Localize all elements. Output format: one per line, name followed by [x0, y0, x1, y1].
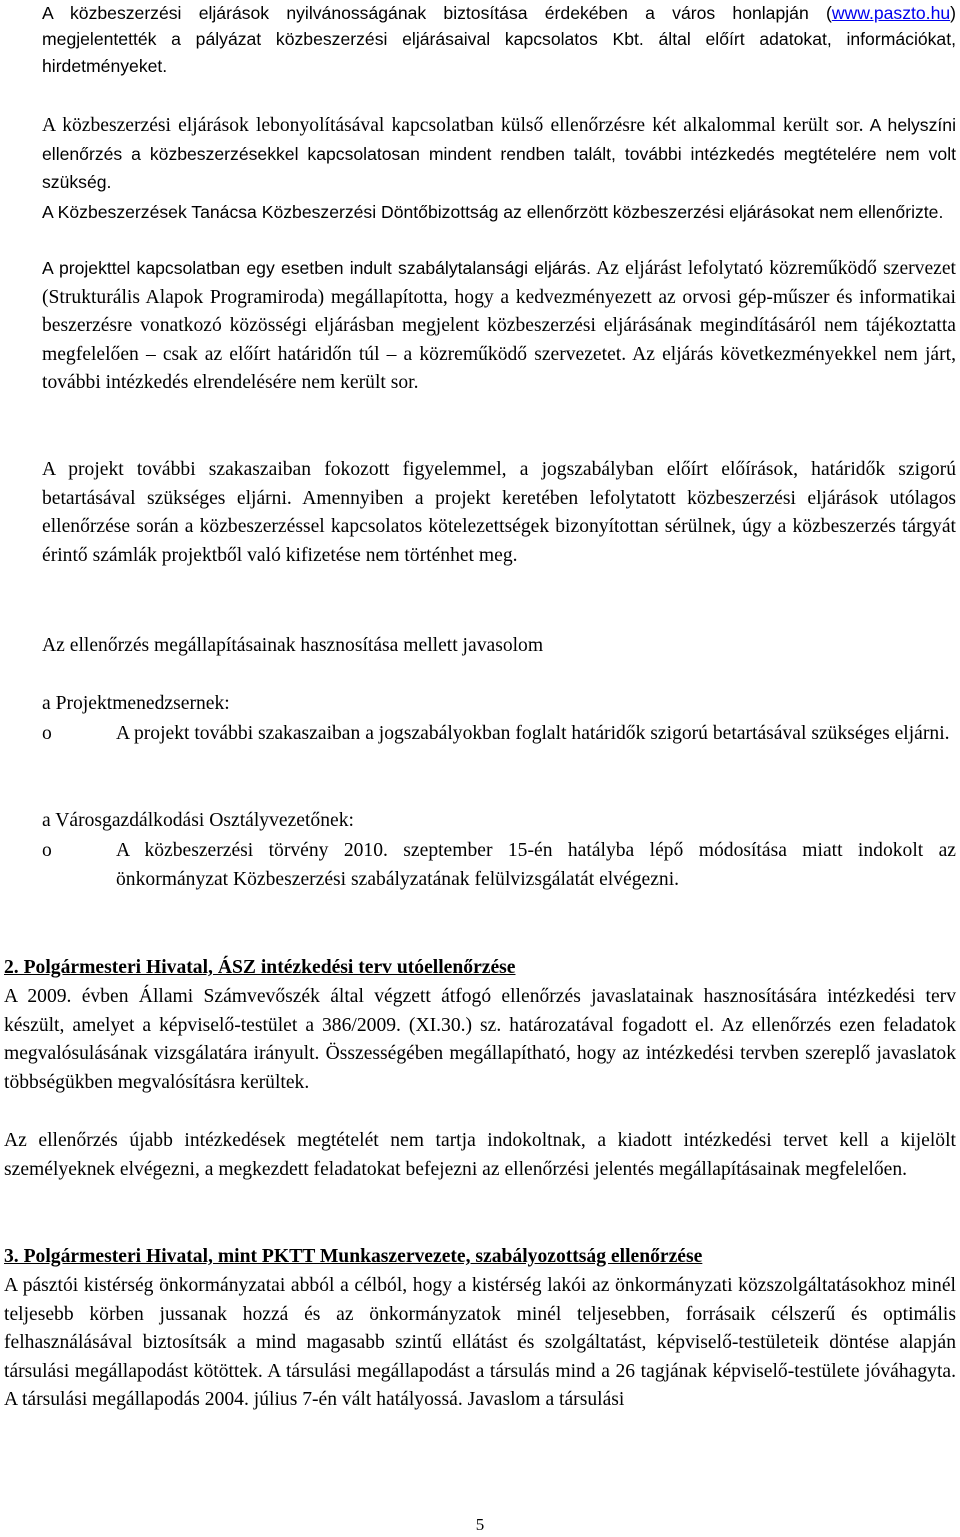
section-heading-2: 2. Polgármesteri Hivatal, ÁSZ intézkedési terv utóellenőrzése [4, 957, 516, 978]
paragraph-irregularity-procedure [42, 255, 956, 398]
paragraph-text: Az eljárást lefolytató közreműködő szervezet (Strukturális Alapok Programiroda) megállapította, hogy a kedvezményezett az orvosi gép-műszer és informatikai beszerzésre vonatkozó közösségi eljárásban megjelent közbeszerzési eljárásának megindításáról nem tájékoztatta megfelelően – csak az előírt határidőn túl – a közreműködő szervezetet. Az eljárás következményekkel nem járt, további intézkedés elrendelésére nem került sor. [42, 258, 956, 394]
list-bullet: o [42, 840, 52, 861]
paragraph-text: A közbeszerzési eljárások lebonyolításával kapcsolatban külső ellenőrzésre két alkalommal került sor. [42, 115, 864, 136]
list-bullet: o [42, 723, 52, 744]
paragraph-project-manager: a Projektmenedzsernek: [42, 693, 230, 714]
paragraph-website-publication [42, 0, 956, 79]
paragraph-text: A helyszíni ellenőrzés a közbeszerzésekkel kapcsolatosan mindent rendben talált, további intézkedés megtételére nem volt szükség. [42, 115, 956, 193]
paragraph-further-stages: A projekt további szakaszaiban fokozott figyelemmel, a jogszabályban előírt előírások, határidők szigorú betartásával szükséges eljárni. Amennyiben a projekt keretében lefolytatott közbeszerzési eljárások utólagos ellenőrzése során a közbeszerzéssel kapcsolatos kötelezettségek bizonyítottan sérülnek, úgy a közbeszerzés tárgyát érintő számlák projektből való kifizetése nem történhet meg. [42, 459, 956, 566]
page-number: 5 [475, 1515, 485, 1534]
paragraph-text: ) megjelentették a pályázat közbeszerzési eljárásaival kapcsolatos Kbt. által előírt adatokat, információkat, hirdetményeket. [42, 3, 956, 76]
website-link[interactable]: www.paszto.hu [831, 3, 951, 23]
paragraph-city-management: a Városgazdálkodási Osztályvezetőnek: [42, 810, 354, 831]
paragraph-external-audits [42, 112, 956, 198]
paragraph-recommendation-intro: Az ellenőrzés megállapításainak hasznosítása mellett javasolom [42, 635, 544, 656]
list-item: A közbeszerzési törvény 2010. szeptember 15-én hatályba lépő módosítása miatt indokolt az önkormányzat Közbeszerzési szabályzatának felülvizsgálatát elvégezni. [116, 840, 956, 890]
paragraph-arbitration-board: A Közbeszerzések Tanácsa Közbeszerzési Döntőbizottság az ellenőrzött közbeszerzési eljárásokat nem ellenőrizte. [42, 202, 944, 222]
paragraph-text: A közbeszerzési eljárások nyilvánosságának biztosítása érdekében a város honlapján ( [42, 3, 832, 23]
paragraph-micro-region: A pásztói kistérség önkormányzatai abból a célból, hogy a kistérség lakói az önkormányzati közszolgáltatásokhoz minél teljesebb körben jussanak hozzá és az önkormányzatok minél teljesebben, forrásaik célszerű és optimális felhasználásával biztosítsák a mind magasabb szintű ellátást és szolgáltatást, képviselő-testületeik döntése alapján társulási megállapodást kötöttek. A társulási megállapodást a társulás mind a 26 tagjának képviselő-testülete jóváhagyta. A társulási megállapodás 2004. július 7-én vált hatályossá. Javaslom a társulási [4, 1275, 956, 1411]
list-item: A projekt további szakaszaiban a jogszabályokban foglalt határidők szigorú betartásával szükséges eljárni. [116, 723, 950, 744]
paragraph-no-new-measures: Az ellenőrzés újabb intézkedések megtételét nem tartja indokoltnak, a kiadott intézkedési tervet kell a kijelölt személyeknek elvégezni, a megkezdett feladatokat befejezni az ellenőrzési jelentés megállapításainak megfelelően. [4, 1130, 956, 1180]
paragraph-text: A projekttel kapcsolatban egy esetben indult szabálytalansági eljárás. [42, 258, 591, 278]
paragraph-asz-plan: A 2009. évben Állami Számvevőszék által végzett átfogó ellenőrzés javaslatainak hasznosítására intézkedési terv készült, amelyet a képviselő-testület a 386/2009. (XI.30.) sz. határozatával fogadott el. Az ellenőrzés ezen feladatok megvalósulásának vizsgálatára irányult. Összességében megállapítható, hogy az intézkedési tervben szereplő javaslatok többségükben megvalósításra kerültek. [4, 986, 956, 1093]
section-heading-3: 3. Polgármesteri Hivatal, mint PKTT Munkaszervezete, szabályozottság ellenőrzése [4, 1246, 703, 1267]
